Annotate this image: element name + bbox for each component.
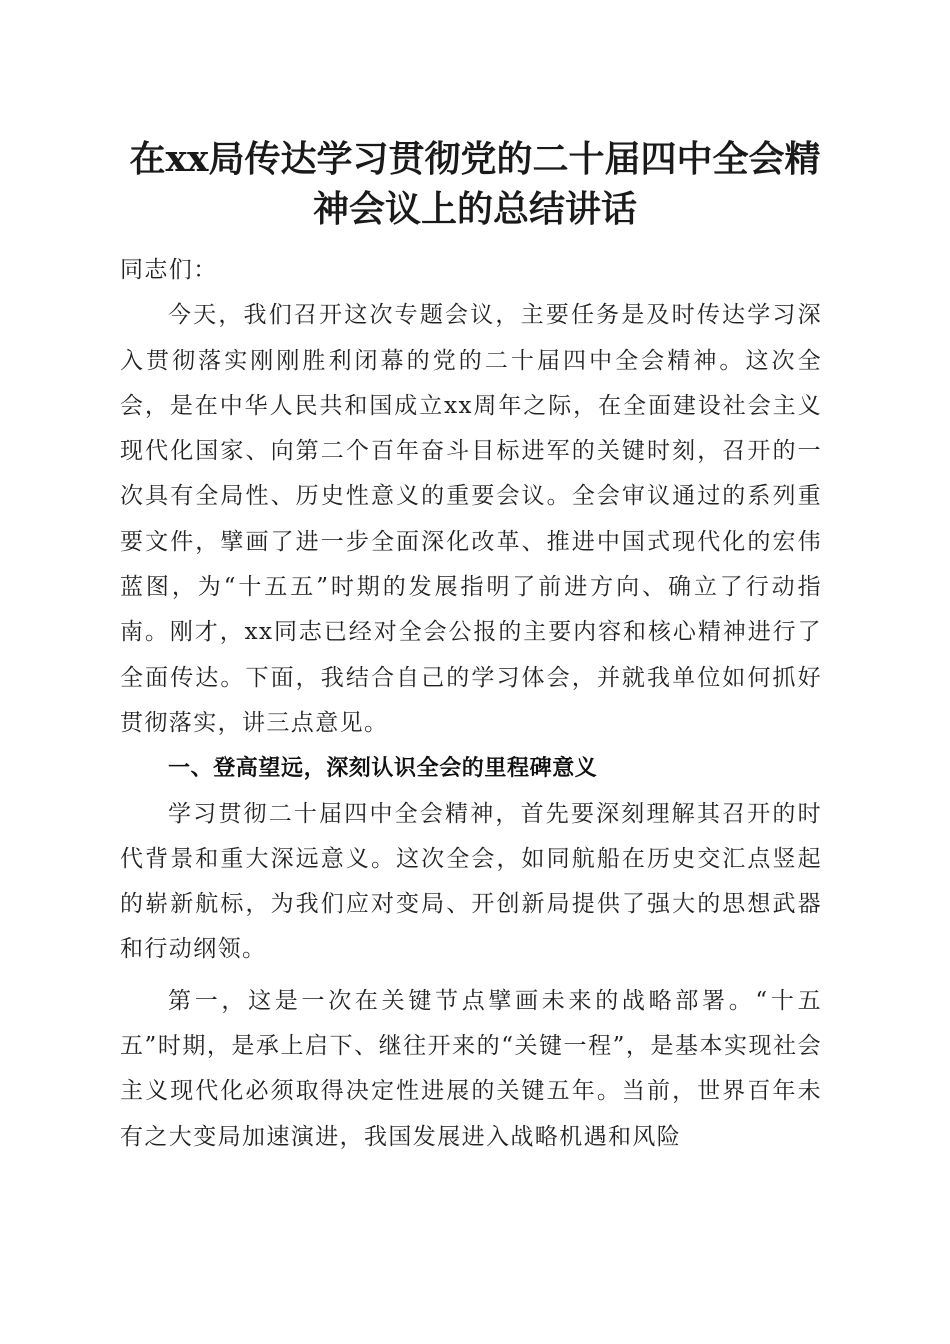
section-heading: 一、登高望远，深刻认识全会的里程碑意义 bbox=[168, 756, 598, 782]
body-paragraph: 第一，这是一次在关键节点擘画未来的战略部署。“十五五”时期，是承上启下、继往开来的“关键一程”，是基本实现社会主义现代化必须取得决定性进展的关键五年。当前，世界百年未有之大变局加速演进，我国发展进入战略机遇和风险 bbox=[120, 987, 822, 1150]
salutation: 同志们： bbox=[120, 257, 218, 283]
document-title: 在xx局传达学习贯彻党的二十届四中全会精神会议上的总结讲话 bbox=[129, 138, 821, 230]
body-paragraph: 今天，我们召开这次专题会议，主要任务是及时传达学习深入贯彻落实刚刚胜利闭幕的党的二十届四中全会精神。这次全会，是在中华人民共和国成立xx周年之际，在全面建设社会主义现代化国家、向第二个百年奋斗目标进军的关键时刻，召开的一次具有全局性、历史性意义的重要会议。全会审议通过的系列重要文件，擘画了进一步全面深化改革、推进中国式现代化的宏伟蓝图，为“十五五”时期的发展指明了前进方向、确立了行动指南。刚才，xx同志已经对全会公报的主要内容和核心精神进行了全面传达。下面，我结合自己的学习体会，并就我单位如何抓好贯彻落实，讲三点意见。 bbox=[120, 302, 822, 736]
document-body bbox=[120, 248, 822, 1160]
body-paragraph: 学习贯彻二十届四中全会精神，首先要深刻理解其召开的时代背景和重大深远意义。这次全会，如同航船在历史交汇点竖起的崭新航标，为我们应对变局、开创新局提供了强大的思想武器和行动纲领。 bbox=[120, 800, 822, 963]
